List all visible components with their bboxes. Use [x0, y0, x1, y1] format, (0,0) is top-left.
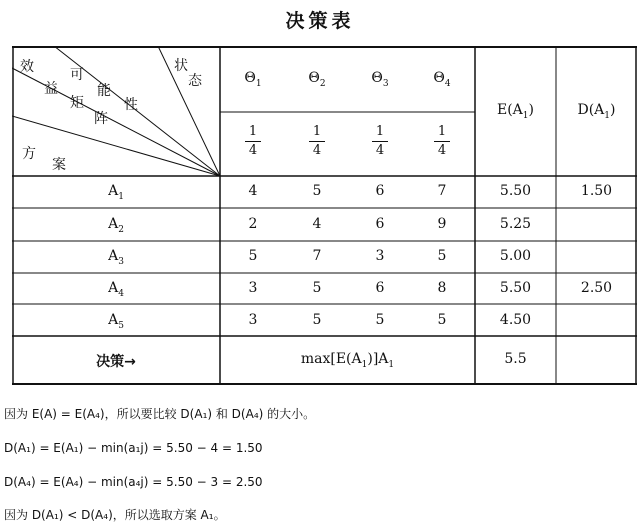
probability-1: 1 4 — [243, 124, 263, 159]
corner-char-8: 方 — [22, 146, 36, 162]
decision-table — [12, 46, 637, 385]
expectation-cell: 5.00 — [499, 248, 532, 264]
row-name: $A_1$ — [108, 183, 124, 202]
probability-4: 1 4 — [432, 124, 452, 159]
payoff-cell: 5 — [375, 312, 385, 328]
decision-label: 决策→ — [96, 354, 136, 370]
deviation-cell: 1.50 — [580, 183, 613, 199]
deviation-header: $D(A_1)$ — [577, 102, 616, 121]
deviation-cell: 2.50 — [580, 280, 613, 296]
payoff-cell: 5 — [248, 248, 258, 264]
payoff-cell: 5 — [312, 280, 322, 296]
expectation-cell: 5.50 — [499, 183, 532, 199]
payoff-cell: 7 — [437, 183, 447, 199]
corner-char-7: 阵 — [94, 111, 108, 127]
payoff-cell: 6 — [375, 280, 385, 296]
corner-char-2: 可 — [70, 67, 84, 83]
corner-char-1: 效 — [20, 59, 34, 75]
payoff-cell: 3 — [248, 312, 258, 328]
table-title: 决策表 — [285, 10, 355, 32]
corner-char-6: 性 — [124, 97, 138, 113]
note-line-1: 因为 E(A) = E(A₄)，所以要比较 D(A₁) 和 D(A₄) 的大小。 — [4, 407, 316, 421]
row-name: $A_2$ — [108, 216, 124, 235]
corner-char-11: 态 — [188, 73, 202, 89]
payoff-cell: 5 — [437, 312, 447, 328]
note-line-4: 因为 D(A₁) < D(A₄)，所以选取方案 A₁。 — [4, 508, 226, 522]
corner-char-10: 状 — [174, 58, 188, 74]
state-header-3: $\Theta_3$ — [371, 70, 389, 89]
row-name: $A_4$ — [108, 280, 124, 299]
probability-3: 1 4 — [370, 124, 390, 159]
payoff-cell: 3 — [248, 280, 258, 296]
payoff-cell: 7 — [312, 248, 322, 264]
probability-2: 1 4 — [307, 124, 327, 159]
note-line-3: D(A₄) = E(A₄) − min(a₄j) = 5.50 − 3 = 2.50 — [4, 475, 263, 489]
note-line-2: D(A₁) = E(A₁) − min(a₁j) = 5.50 − 4 = 1.50 — [4, 441, 263, 455]
expectation-cell: 5.50 — [499, 280, 532, 296]
corner-char-3: 益 — [44, 81, 58, 97]
corner-char-9: 案 — [52, 157, 66, 173]
expectation-cell: 5.25 — [499, 216, 532, 232]
payoff-cell: 3 — [375, 248, 385, 264]
payoff-cell: 5 — [312, 183, 322, 199]
decision-value: 5.5 — [504, 351, 527, 367]
decision-formula: $\max[E(A_1)]A_1$ — [300, 351, 395, 370]
payoff-cell: 2 — [248, 216, 258, 232]
row-name: $A_5$ — [108, 312, 124, 331]
payoff-cell: 4 — [312, 216, 322, 232]
corner-char-5: 矩 — [70, 95, 84, 111]
state-header-4: $\Theta_4$ — [433, 70, 451, 89]
payoff-cell: 5 — [312, 312, 322, 328]
payoff-cell: 4 — [248, 183, 258, 199]
expectation-header: $E(A_1)$ — [497, 102, 534, 121]
state-header-1: $\Theta_1$ — [244, 70, 262, 89]
payoff-cell: 5 — [437, 248, 447, 264]
state-header-2: $\Theta_2$ — [308, 70, 326, 89]
payoff-cell: 8 — [437, 280, 447, 296]
row-name: $A_3$ — [108, 248, 124, 267]
expectation-cell: 4.50 — [499, 312, 532, 328]
corner-char-4: 能 — [97, 83, 111, 99]
payoff-cell: 6 — [375, 183, 385, 199]
payoff-cell: 6 — [375, 216, 385, 232]
payoff-cell: 9 — [437, 216, 447, 232]
